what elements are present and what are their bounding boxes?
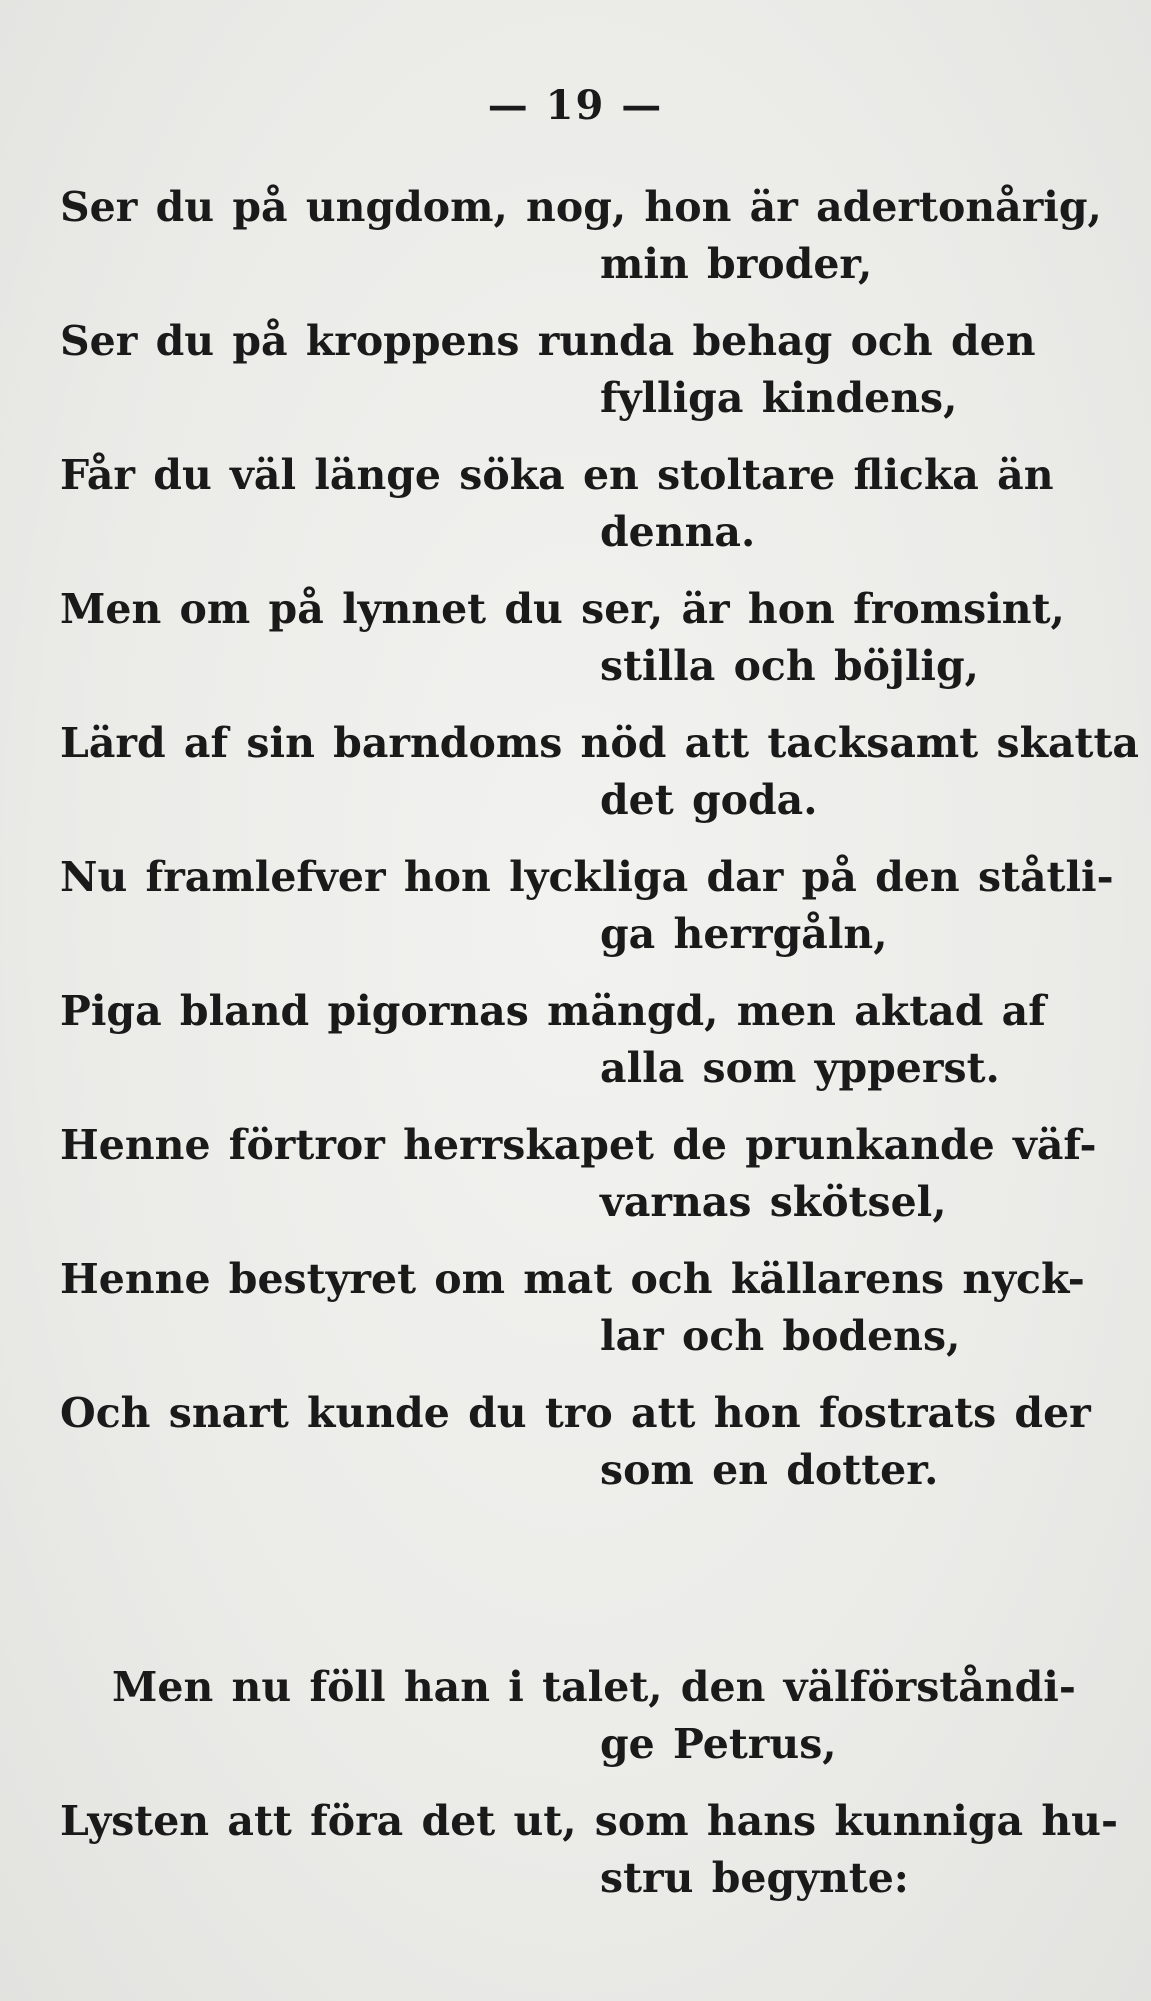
verse-7	[60, 984, 1046, 1098]
verse-8	[60, 1118, 1097, 1232]
verse-3	[60, 448, 1054, 562]
verse-line: Lärd af sin barndoms nöd att tacksamt skatta	[60, 719, 1139, 767]
verse-continuation: denna.	[600, 508, 756, 556]
verse-continuation: varnas skötsel,	[600, 1178, 947, 1226]
verse-9	[60, 1252, 1085, 1366]
verse-line: Lysten att föra det ut, som hans kunniga hu-	[60, 1797, 1118, 1845]
verse-11	[112, 1660, 1076, 1774]
verse-continuation: det goda.	[600, 776, 818, 824]
verse-continuation: stilla och böjlig,	[600, 642, 979, 690]
verse-2	[60, 314, 1035, 428]
verse-continuation: ge Petrus,	[600, 1720, 837, 1768]
verse-continuation: som en dotter.	[600, 1446, 939, 1494]
verse-line: Men nu föll han i talet, den välförståndi-	[112, 1663, 1076, 1711]
verse-10	[60, 1386, 1091, 1500]
verse-continuation: alla som ypperst.	[600, 1044, 1000, 1092]
page-number: — 19 —	[487, 82, 664, 129]
verse-5	[60, 716, 1139, 830]
verse-continuation: stru begynte:	[600, 1854, 909, 1902]
verse-6	[60, 850, 1114, 964]
verse-line: Och snart kunde du tro att hon fostrats der	[60, 1389, 1091, 1437]
verse-continuation: lar och bodens,	[600, 1312, 961, 1360]
verse-line: Nu framlefver hon lyckliga dar på den ståtli-	[60, 853, 1114, 901]
verse-line: Piga bland pigornas mängd, men aktad af	[60, 987, 1046, 1035]
verse-line: Men om på lynnet du ser, är hon fromsint,	[60, 585, 1065, 633]
verse-line: Ser du på ungdom, nog, hon är adertonårig,	[60, 183, 1102, 231]
verse-1	[60, 180, 1102, 294]
verse-continuation: ga herrgåln,	[600, 910, 888, 958]
verse-4	[60, 582, 1065, 696]
verse-line: Ser du på kroppens runda behag och den	[60, 317, 1036, 365]
verse-12	[60, 1794, 1118, 1908]
verse-line: Henne förtror herrskapet de prunkande väf-	[60, 1121, 1097, 1169]
verse-continuation: min broder,	[600, 240, 873, 288]
verse-line: Får du väl länge söka en stoltare flicka än	[60, 451, 1054, 499]
verse-continuation: fylliga kindens,	[600, 374, 958, 422]
verse-line: Henne bestyret om mat och källarens nyck-	[60, 1255, 1085, 1303]
